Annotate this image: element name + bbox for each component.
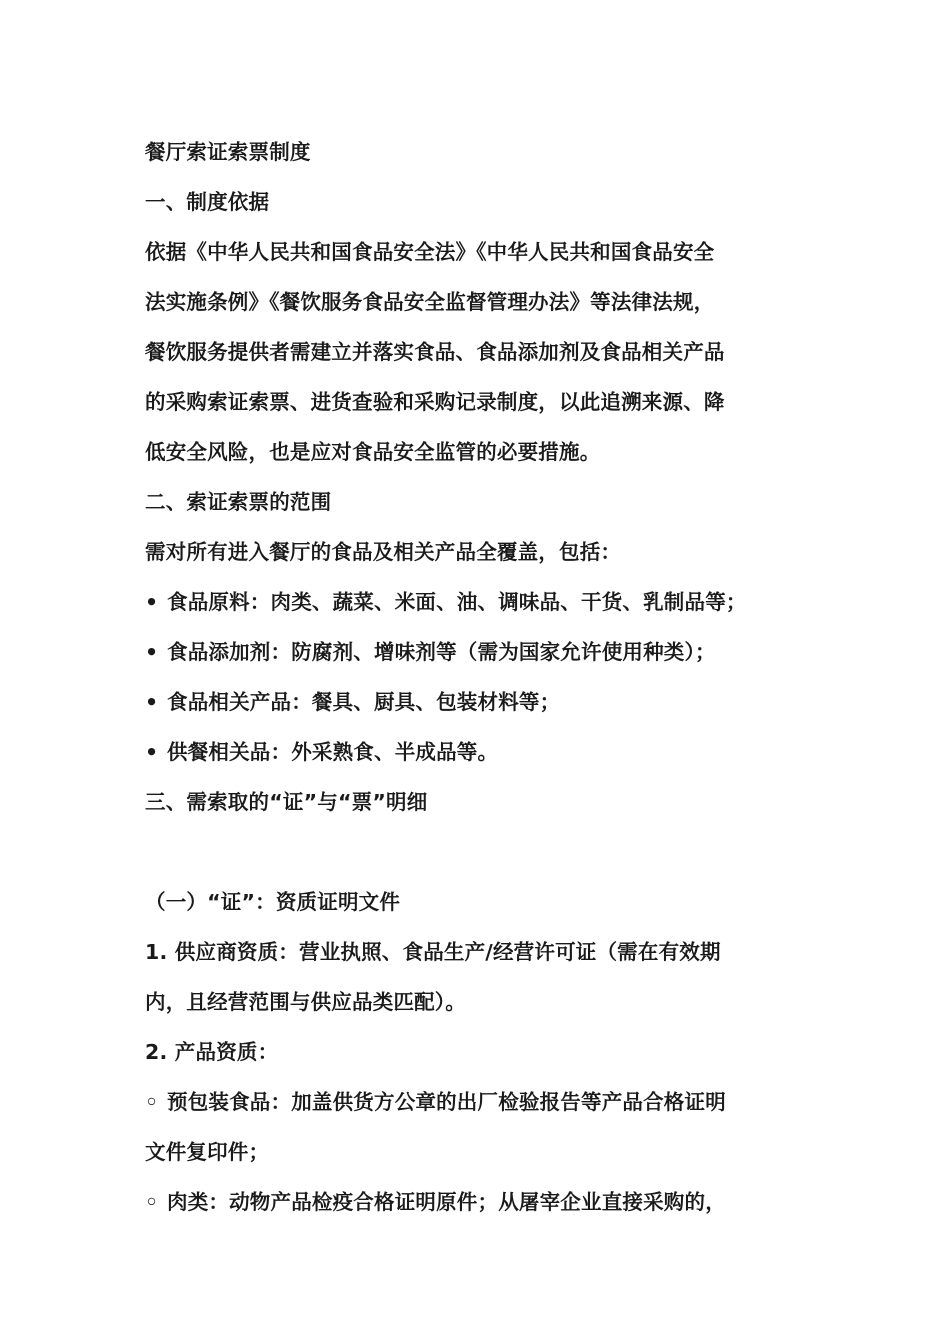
- item1-line: 内，且经营范围与供应品类匹配）。: [145, 990, 466, 1014]
- list-item-text: 食品原料：肉类、蔬菜、米面、油、调味品、干货、乳制品等；: [167, 590, 747, 614]
- sub-list-item: [145, 1183, 815, 1233]
- section1-para-line: 的采购索证索票、进货查验和采购记录制度，以此追溯来源、降: [145, 390, 725, 414]
- section3-sub1-heading: （一）“证”：资质证明文件: [145, 890, 401, 914]
- bullet-icon: •: [145, 590, 159, 614]
- list-item: [145, 683, 815, 733]
- section1-para-line: 餐饮服务提供者需建立并落实食品、食品添加剂及食品相关产品: [145, 340, 725, 364]
- sub-list-item: [145, 1083, 815, 1133]
- section1-para-line: 低安全风险，也是应对食品安全监管的必要措施。: [145, 440, 601, 464]
- document-body: [145, 133, 815, 1233]
- bullet-icon: •: [145, 640, 159, 664]
- section2-heading: 二、索证索票的范围: [145, 490, 332, 514]
- list-item: [145, 733, 815, 783]
- document-title: 餐厅索证索票制度: [145, 140, 311, 164]
- section1-heading: 一、制度依据: [145, 190, 270, 214]
- section1-para-line: 法实施条例》《餐饮服务食品安全监督管理办法》等法律法规，: [145, 290, 715, 314]
- section3-heading: 三、需索取的“证”与“票”明细: [145, 790, 428, 814]
- circle-bullet-icon: ◦: [145, 1090, 159, 1114]
- blank-line: [145, 833, 815, 883]
- sub-list-item-text: 预包装食品：加盖供货方公章的出厂检验报告等产品合格证明: [167, 1090, 726, 1114]
- section2-intro: 需对所有进入餐厅的食品及相关产品全覆盖，包括：: [145, 540, 622, 564]
- list-item: [145, 633, 815, 683]
- list-item-text: 食品相关产品：餐具、厨具、包装材料等；: [167, 690, 561, 714]
- bullet-icon: •: [145, 740, 159, 764]
- section1-para-line: 依据《中华人民共和国食品安全法》《中华人民共和国食品安全: [145, 240, 715, 264]
- bullet-icon: •: [145, 690, 159, 714]
- sub-list-item-continuation: 文件复印件；: [145, 1140, 270, 1164]
- sub-list-item-text: 肉类：动物产品检疫合格证明原件；从屠宰企业直接采购的，: [167, 1190, 726, 1214]
- list-item-text: 食品添加剂：防腐剂、增味剂等（需为国家允许使用种类）；: [167, 640, 716, 664]
- list-item: [145, 583, 815, 633]
- circle-bullet-icon: ◦: [145, 1190, 159, 1214]
- list-item-text: 供餐相关品：外采熟食、半成品等。: [167, 740, 499, 764]
- item2-heading: 2. 产品资质：: [145, 1040, 279, 1064]
- item1-line: 1. 供应商资质：营业执照、食品生产/经营许可证（需在有效期: [145, 940, 721, 964]
